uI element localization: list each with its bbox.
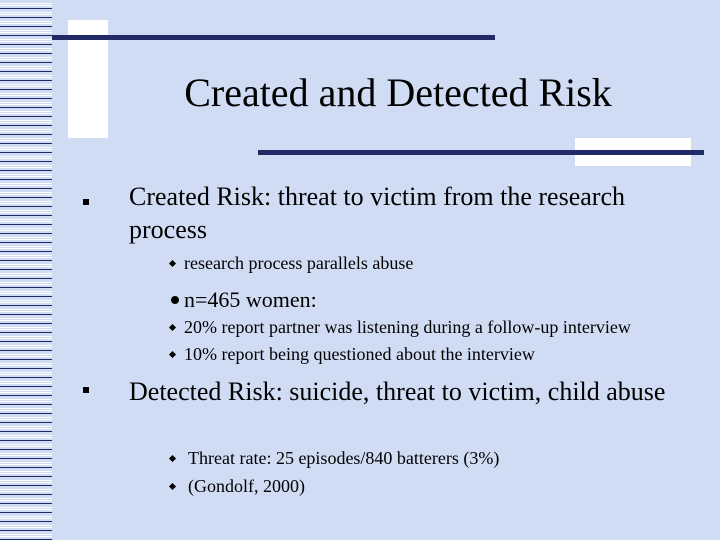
diamond-bullet-icon [169, 260, 176, 267]
diamond-bullet-icon [169, 351, 176, 358]
square-bullet-icon [83, 199, 89, 205]
round-bullet-icon [171, 296, 179, 304]
square-bullet-icon [83, 387, 89, 393]
sub-bullet: 20% report partner was listening during a follow-up interview [184, 317, 631, 337]
sub-bullet: Threat rate: 25 episodes/840 batterers (3%) [188, 448, 500, 468]
slide-title: Created and Detected Risk [184, 70, 612, 115]
sub-bullet: (Gondolf, 2000) [188, 476, 305, 496]
diamond-bullet-icon [169, 483, 176, 490]
diamond-bullet-icon [169, 455, 176, 462]
bullet-detected-risk: Detected Risk: suicide, threat to victim, child abuse [129, 377, 666, 406]
diamond-bullet-icon [169, 324, 176, 331]
decorative-stripes [0, 0, 52, 540]
sub-bullet: research process parallels abuse [184, 253, 414, 273]
decorative-bar-bottom [258, 150, 704, 155]
bullet-sample-size: n=465 women: [184, 287, 317, 312]
bullet-created-risk: Created Risk: threat to victim from the research process [129, 182, 625, 244]
sub-bullet: 10% report being questioned about the interview [184, 344, 535, 364]
decorative-bar-top [52, 35, 495, 40]
